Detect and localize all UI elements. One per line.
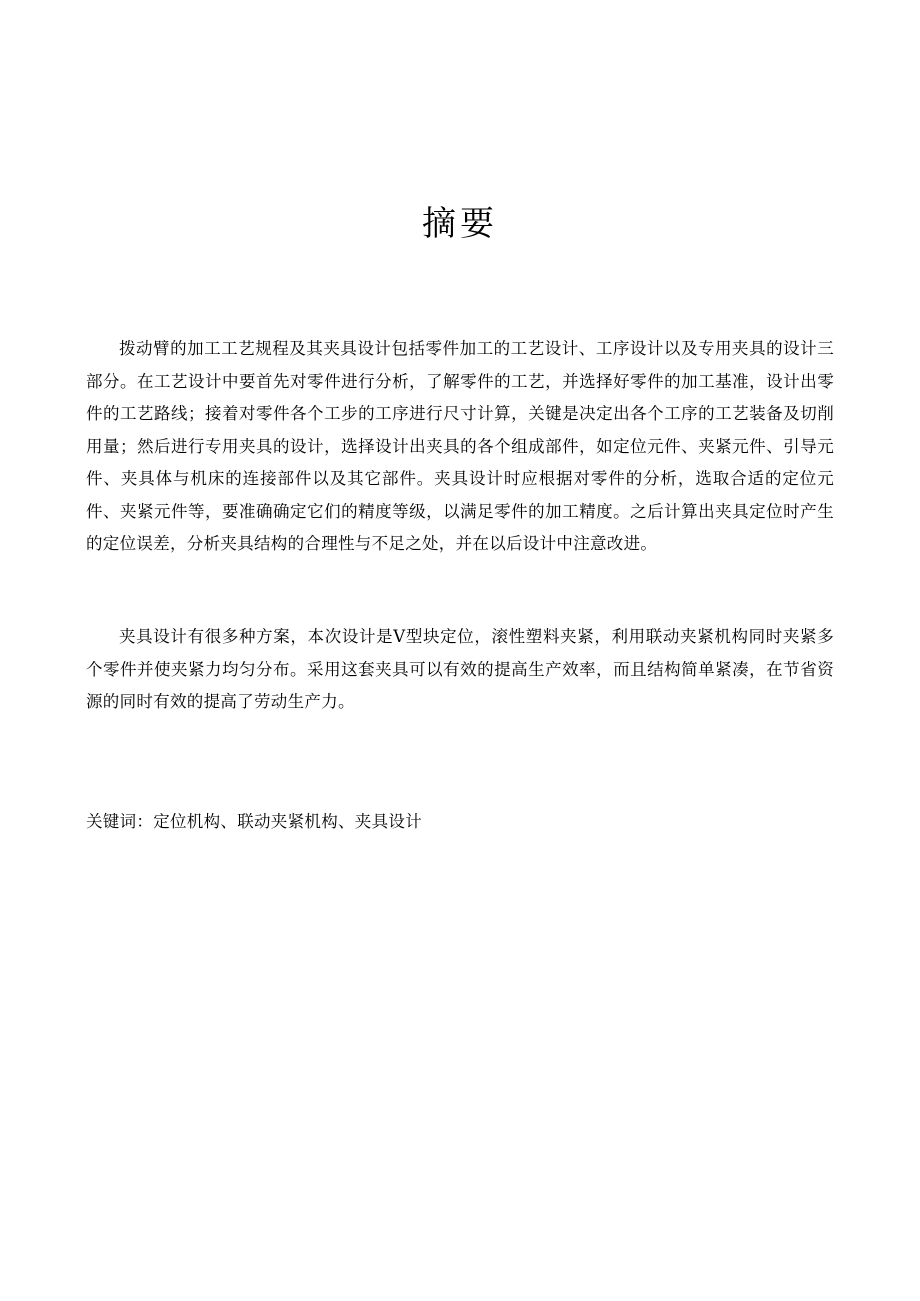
page-title: 摘要	[422, 204, 498, 244]
abstract-paragraph-1: 拨动臂的加工工艺规程及其夹具设计包括零件加工的工艺设计、工序设计以及专用夹具的设计三部分。在工艺设计中要首先对零件进行分析，了解零件的工艺，并选择好零件的加工基准，设计出零件的工艺路线；接着对零件各个工步的工序进行尺寸计算，关键是决定出各个工序的工艺装备及切削用量；然后进行专用夹具的设计，选择设计出夹具的各个组成部件，如定位元件、夹紧元件、引导元件、夹具体与机床的连接部件以及其它部件。夹具设计时应根据对零件的分析，选取合适的定位元件、夹紧元件等，要准确确定它们的精度等级，以满足零件的加工精度。之后计算出夹具定位时产生的定位误差，分析夹具结构的合理性与不足之处，并在以后设计中注意改进。	[86, 339, 834, 553]
abstract-paragraph-2: 夹具设计有很多种方案，本次设计是V型块定位，滚性塑料夹紧，利用联动夹紧机构同时夹紧多个零件并使夹紧力均匀分布。采用这套夹具可以有效的提高生产效率，而且结构简单紧凑，在节省资源的同时有效的提高了劳动生产力。	[86, 627, 834, 711]
keywords-line: 关键词：定位机构、联动夹紧机构、夹具设计	[86, 812, 422, 831]
